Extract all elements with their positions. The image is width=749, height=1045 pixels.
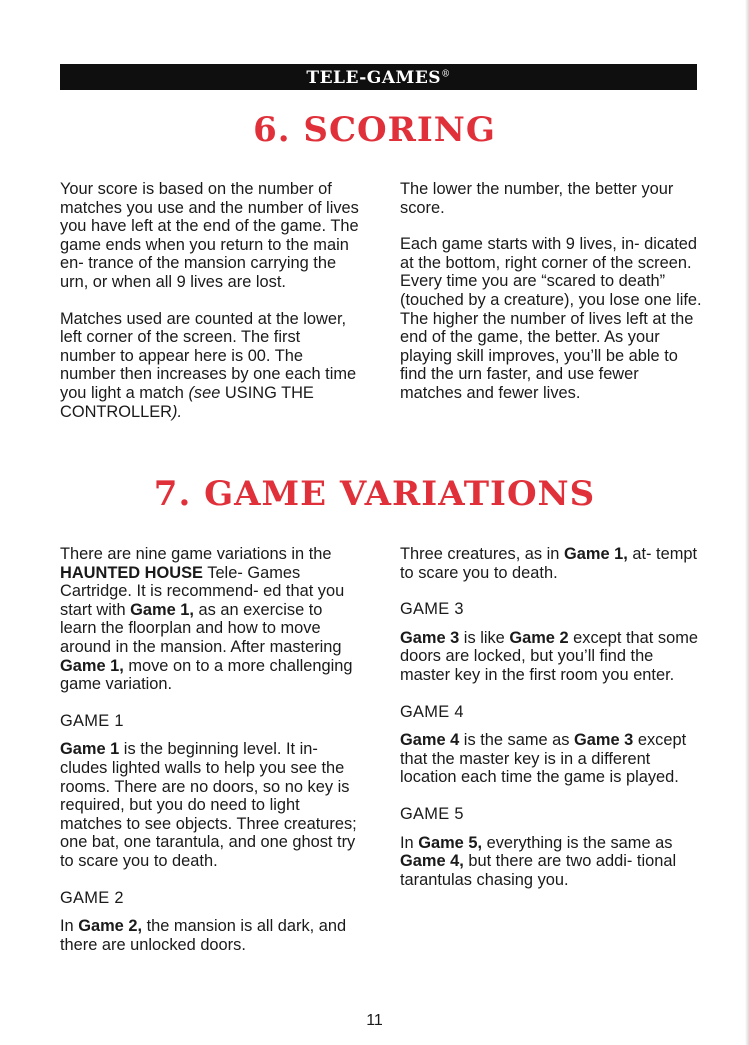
game4-mid: is the same as <box>463 731 570 750</box>
page-edge-shadow <box>745 0 749 1045</box>
scoring-paragraph-2-text: Matches used are counted at the lower, left corner of the screen. The first number to appear here is 00. The number then increases by one each time you light a match <box>60 309 357 402</box>
header-title <box>306 68 450 88</box>
scoring-paragraph-2 <box>60 310 360 422</box>
intro-text-e: as an exercise to learn the floorplan and how to move around in the mansion. After mastering <box>60 600 342 656</box>
scoring-right-column <box>400 180 705 421</box>
intro-text-c: Tele- Games Cartridge. It is recommend- ed that you start with <box>60 563 345 619</box>
game2-cont-text: at- tempt to scare you to death. <box>400 545 698 582</box>
variations-right-column <box>400 545 705 907</box>
game2-text: the mansion is all dark, and there are unlocked doors. <box>60 917 347 954</box>
game5-text: but there are two addi- tional tarantulas chasing you. <box>400 852 677 889</box>
see-reference: (see <box>188 383 221 402</box>
game5-pre: In <box>400 833 414 852</box>
game2-description <box>60 917 360 954</box>
game3-bold2: Game 2 <box>509 628 569 647</box>
game1-heading: GAME 1 <box>60 711 124 730</box>
game5-mid: everything is the same as <box>486 833 673 852</box>
scoring-left-column <box>60 180 360 439</box>
scoring-paragraph-1: Your score is based on the number of matches you use and the number of lives you have left at the end of the game. The game ends when you return to the main en- trance of the mansion carrying the urn, or when all 9 lives are lost. <box>60 180 359 291</box>
scoring-paragraph-3: The lower the number, the better your score. <box>400 180 674 217</box>
game3-bold: Game 3 <box>400 628 460 647</box>
game3-mid: is like <box>463 628 505 647</box>
game1-text: is the beginning level. It in- cludes lighted walls to help you see the rooms. There are no doors, so no key is required, but you do need to light matches to see objects. Three creatures; one bat, one tarantula, and one ghost try to scare you to death. <box>60 740 357 870</box>
header-title-text: TELE-GAMES <box>306 68 442 88</box>
game2-continued <box>400 545 705 582</box>
game-variations-title: 7. GAME VARIATIONS <box>153 474 596 514</box>
intro-game1-b: Game 1, <box>60 656 124 675</box>
game3-text: except that some doors are locked, but you’ll find the master key in the first room you enter. <box>400 628 698 684</box>
game2-heading: GAME 2 <box>60 888 124 907</box>
game3-description <box>400 629 705 685</box>
controller-reference: USING THE CONTROLLER <box>60 383 314 421</box>
game5-bold: Game 5, <box>418 833 483 852</box>
game4-bold2: Game 3 <box>574 731 634 750</box>
game1-bold: Game 1 <box>60 740 120 759</box>
game2-cont-bold: Game 1, <box>564 545 628 563</box>
header-bar <box>60 64 697 90</box>
game4-bold: Game 4 <box>400 731 460 750</box>
game4-text: except that the master key is in a different location each time the game is played. <box>400 731 687 787</box>
game3-heading: GAME 3 <box>400 600 464 619</box>
scoring-title: 6. SCORING <box>253 110 496 150</box>
game1-description <box>60 740 360 870</box>
reference-end: ). <box>172 402 183 421</box>
intro-text-g: move on to a more challenging game variation. <box>60 656 353 694</box>
variations-left-column <box>60 545 360 972</box>
game5-description <box>400 834 705 890</box>
variations-intro <box>60 545 360 694</box>
cartridge-name: HAUNTED HOUSE <box>60 563 203 582</box>
game5-bold2: Game 4, <box>400 852 464 871</box>
game2-cont-pre: Three creatures, as in <box>400 545 560 563</box>
game4-heading: GAME 4 <box>400 702 464 721</box>
intro-text-a: There are nine game variations in the <box>60 545 332 563</box>
game4-description <box>400 731 705 787</box>
game2-pre: In <box>60 917 74 936</box>
registered-mark: ® <box>441 69 451 80</box>
game5-heading: GAME 5 <box>400 804 464 823</box>
intro-game1-a: Game 1, <box>130 600 194 619</box>
scoring-paragraph-4: Each game starts with 9 lives, in- dicated at the bottom, right corner of the screen. Every time you are “scared to death” (touched by a creature), you lose one life. The higher the number of lives left at the end of the game, the better. As your playing skill improves, you’ll be able to find the urn faster, and use fewer matches and fewer lives. <box>400 235 702 402</box>
page-number: 11 <box>366 1012 383 1029</box>
game2-bold: Game 2, <box>78 917 143 936</box>
